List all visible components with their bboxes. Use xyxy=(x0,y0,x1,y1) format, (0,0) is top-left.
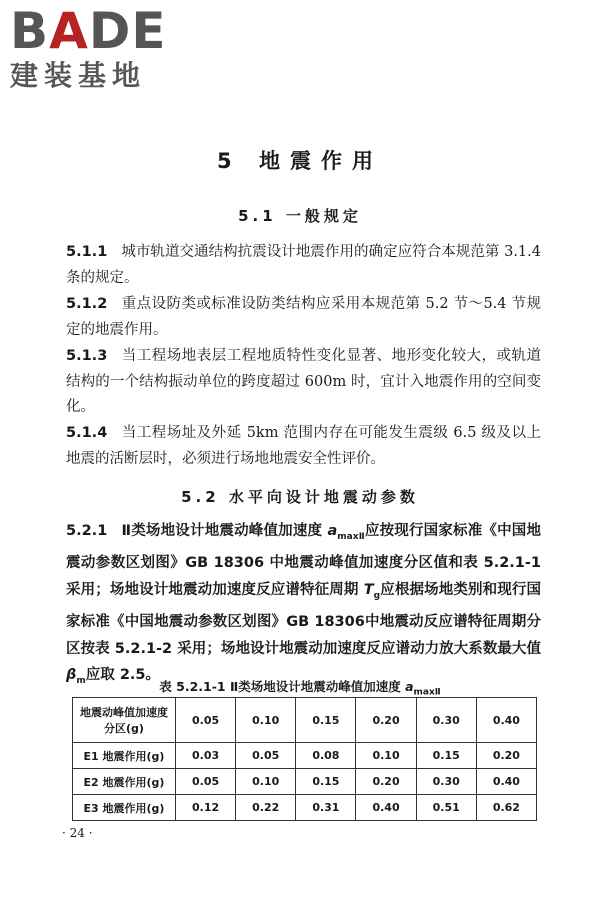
clause-number: 5.1.1 xyxy=(66,244,108,260)
table-cell: 0.40 xyxy=(476,769,536,795)
acceleration-table xyxy=(72,697,537,821)
logo-subtitle: 建装基地 xyxy=(10,59,147,92)
table-header-row xyxy=(73,698,537,743)
section-title-5-2: 5.2 水平向设计地震动参数 xyxy=(181,488,419,506)
clause-text: 城市轨道交通结构抗震设计地震作用的确定应符合本规范第 3.1.4 条的规定。 xyxy=(66,244,541,286)
clause-5-1-1 xyxy=(66,240,541,291)
table-cell: 0.62 xyxy=(476,795,536,821)
clause-5-1-4 xyxy=(66,421,541,472)
clause-5-1-3 xyxy=(66,344,541,421)
row-label: E1 地震作用(g) xyxy=(73,743,176,769)
clause-text: 重点设防类或标准设防类结构应采用本规范第 5.2 节～5.4 节规定的地震作用。 xyxy=(66,296,541,338)
table-cell: 0.03 xyxy=(176,743,236,769)
table-row xyxy=(73,769,537,795)
table-header-cell: 0.40 xyxy=(476,698,536,743)
clause-number: 5.1.2 xyxy=(66,296,108,312)
clause-number: 5.2.1 xyxy=(66,523,108,539)
table-cell: 0.20 xyxy=(356,769,416,795)
page-number: · 24 · xyxy=(62,826,93,840)
chapter-title: 5 地震作用 xyxy=(217,149,383,173)
table-cell: 0.15 xyxy=(416,743,476,769)
table-cell: 0.31 xyxy=(296,795,356,821)
table-row xyxy=(73,795,537,821)
table-cell: 0.22 xyxy=(236,795,296,821)
section-title-5-1: 5.1 一般规定 xyxy=(238,207,362,225)
clause-number: 5.1.3 xyxy=(66,348,108,364)
table-cell: 0.08 xyxy=(296,743,356,769)
brand-logo xyxy=(10,4,180,96)
table-caption: 表 5.2.1-1 Ⅱ类场地设计地震动峰值加速度 $a_{maxⅡ}$ xyxy=(159,679,441,698)
table-header-cell: 0.15 xyxy=(296,698,356,743)
row-label: E3 地震作用(g) xyxy=(73,795,176,821)
table-cell: 0.10 xyxy=(356,743,416,769)
table-header-cell: 0.30 xyxy=(416,698,476,743)
table-cell: 0.40 xyxy=(356,795,416,821)
row-label: E2 地震作用(g) xyxy=(73,769,176,795)
table-header-label: 地震动峰值加速度分区(g) xyxy=(73,698,176,743)
table-cell: 0.15 xyxy=(296,769,356,795)
clause-number: 5.1.4 xyxy=(66,425,108,441)
logo-wordmark: BADE xyxy=(10,2,167,60)
table-header-cell: 0.10 xyxy=(236,698,296,743)
table-cell: 0.10 xyxy=(236,769,296,795)
clause-text: 当工程场地表层工程地质特性变化显著、地形变化较大，或轨道结构的一个结构振动单位的跨度超过 600m 时，宜计入地震作用的空间变化。 xyxy=(66,348,541,415)
table-cell: 0.05 xyxy=(236,743,296,769)
table-row xyxy=(73,743,537,769)
clause-5-1-2 xyxy=(66,292,541,343)
table-cell: 0.12 xyxy=(176,795,236,821)
clause-5-2-1: 5.2.1 Ⅱ类场地设计地震动峰值加速度 $a_{maxⅡ}$应按现行国家标准《中国地震动参数区划图》GB 18306 中地震动峰值加速度分区值和表 5.2.1-1 采用；场地设计地震动加速度反应谱特征周期 $T_g$应根据场地类别和现行国家标准《中国地震动参数区划图》GB 18306中地震动反应谱特征周期分区按表 5.2.1-2 采用；场地设计地震动加速度反应谱动力放大系数最大值 $\beta_m$应取 2.5。 xyxy=(66,523,542,687)
table-cell: 0.05 xyxy=(176,769,236,795)
table-cell: 0.51 xyxy=(416,795,476,821)
table-header-cell: 0.20 xyxy=(356,698,416,743)
table-cell: 0.20 xyxy=(476,743,536,769)
table-header-cell: 0.05 xyxy=(176,698,236,743)
clause-text: 当工程场址及外延 5km 范围内存在可能发生震级 6.5 级及以上地震的活断层时，必须进行场地地震安全性评价。 xyxy=(66,425,541,467)
table-cell: 0.30 xyxy=(416,769,476,795)
